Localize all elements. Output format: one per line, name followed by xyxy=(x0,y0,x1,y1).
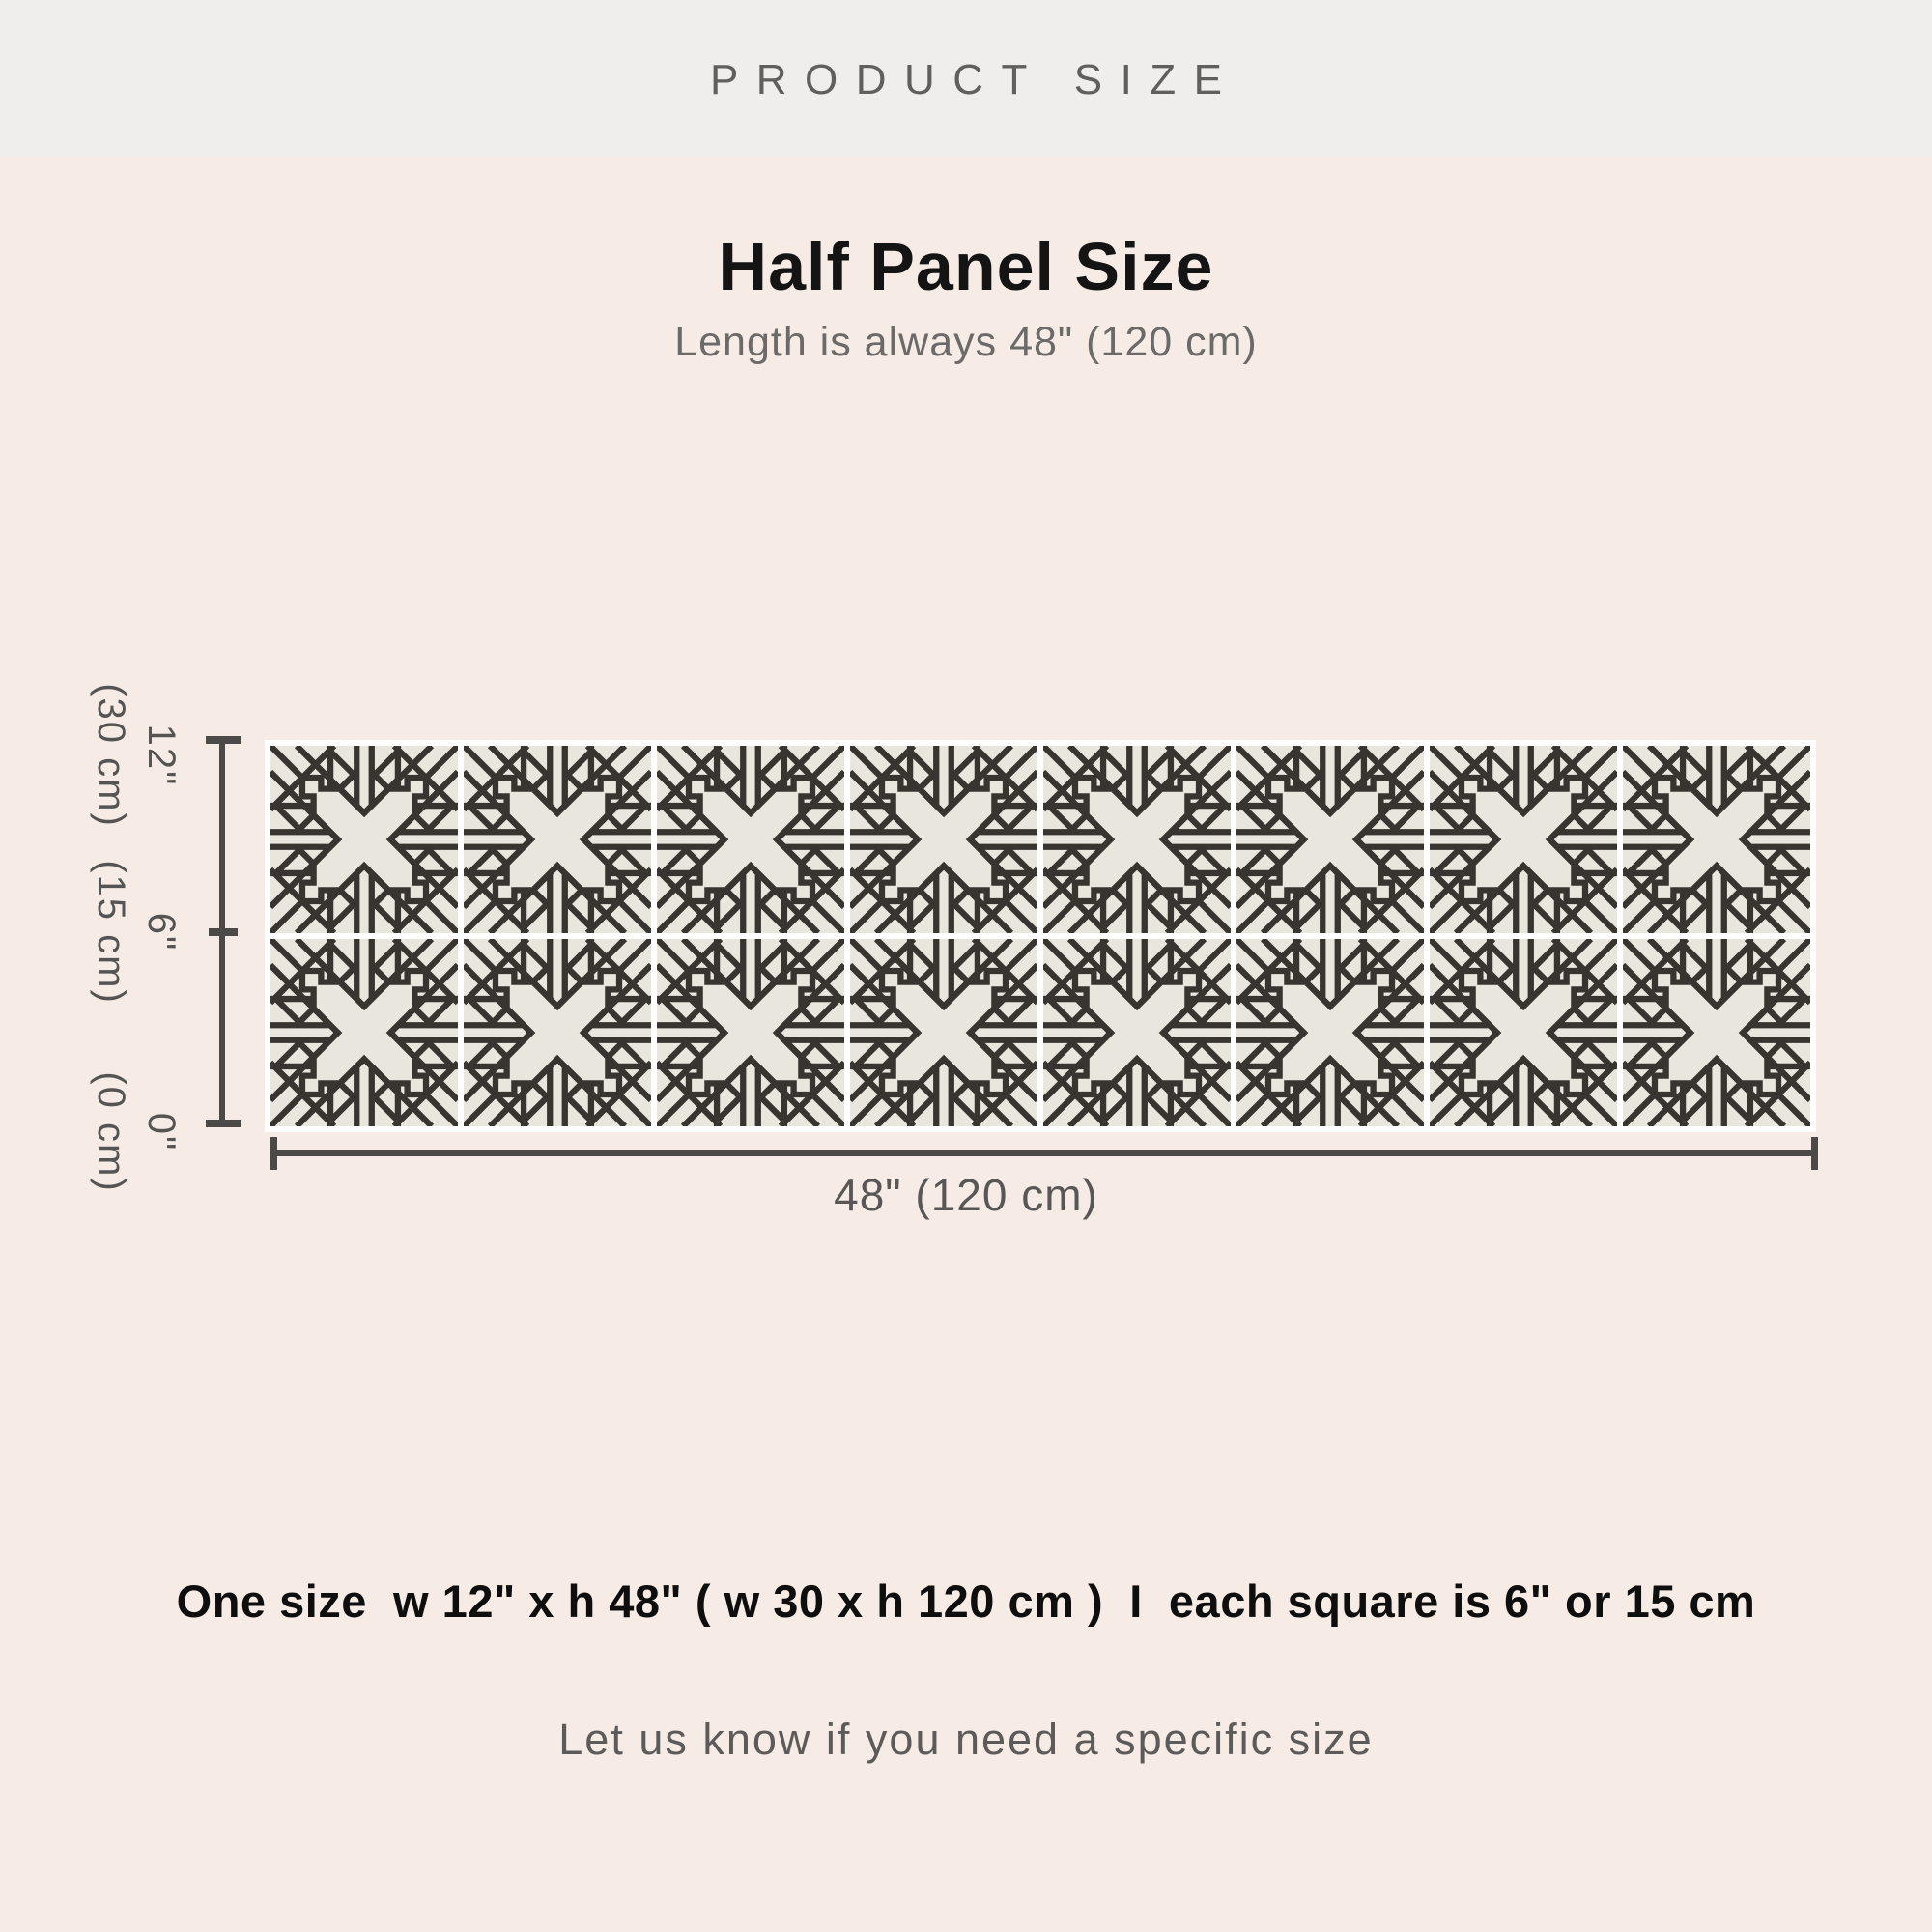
tile xyxy=(1043,939,1231,1126)
tile xyxy=(850,746,1037,933)
height-label-6in-inches: 6" xyxy=(140,912,183,952)
width-dimension-line xyxy=(272,1150,1816,1156)
tile xyxy=(270,939,458,1126)
tile xyxy=(1623,939,1810,1126)
height-label-12in-cm: (30 cm) xyxy=(90,683,132,828)
width-label: 48" (120 cm) xyxy=(834,1170,1098,1220)
height-label-6in-cm: (15 cm) xyxy=(90,860,132,1005)
tile xyxy=(1236,939,1424,1126)
height-label-12in-inches: 12" xyxy=(140,724,183,787)
tile xyxy=(1430,939,1617,1126)
page-title: Half Panel Size xyxy=(718,229,1214,304)
tile-panel-illustration xyxy=(265,740,1816,1132)
page-subtitle: Length is always 48" (120 cm) xyxy=(674,319,1258,365)
tile xyxy=(1430,746,1617,933)
height-label-0in-inches: 0" xyxy=(140,1112,183,1152)
tile xyxy=(850,939,1037,1126)
tile xyxy=(1623,746,1810,933)
height-dimension-bottom-cap xyxy=(206,1120,241,1127)
height-dimension-top-cap xyxy=(206,736,241,744)
height-dimension-mid-tick xyxy=(209,928,238,936)
height-label-0in xyxy=(86,929,186,1335)
tile xyxy=(270,746,458,933)
tile xyxy=(464,939,651,1126)
specific-size-note: Let us know if you need a specific size xyxy=(558,1715,1374,1764)
width-dimension-right-cap xyxy=(1811,1137,1818,1170)
one-size-text: One size w 12" x h 48" ( w 30 x h 120 cm ) I each square is 6" or 15 cm xyxy=(176,1576,1756,1627)
tile xyxy=(1043,746,1231,933)
eyebrow-heading: PRODUCT SIZE xyxy=(709,56,1240,103)
tile xyxy=(657,746,844,933)
tile xyxy=(1236,746,1424,933)
tile xyxy=(464,746,651,933)
height-label-0in-cm: (0 cm) xyxy=(90,1071,132,1193)
tile xyxy=(657,939,844,1126)
